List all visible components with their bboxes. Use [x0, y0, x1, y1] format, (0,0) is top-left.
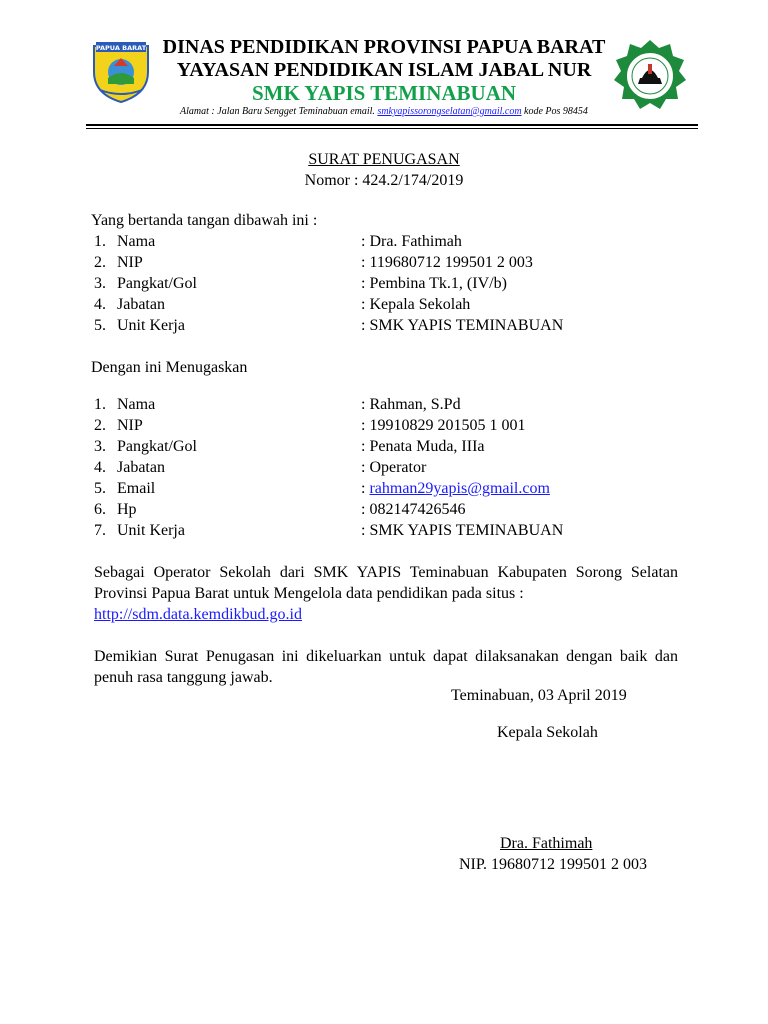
assign-intro: Dengan ini Menugaskan [91, 359, 248, 376]
assignment-text: Sebagai Operator Sekolah dari SMK YAPIS Teminabuan Kabupaten Sorong Selatan Provinsi Papua Barat untuk Mengelola data pendidikan pada situs : [94, 564, 678, 602]
row-number: 5. [94, 480, 106, 497]
closing-paragraph: Demikian Surat Penugasan ini dikeluarkan untuk dapat dilaksanakan dengan baik dan penuh rasa tanggung jawab. [94, 648, 678, 686]
field-value: : SMK YAPIS TEMINABUAN [361, 317, 564, 334]
field-label: Email [117, 480, 156, 497]
signer-intro: Yang bertanda tangan dibawah ini : [91, 212, 318, 229]
field-label: Hp [117, 501, 137, 518]
field-value: : Penata Muda, IIIa [361, 438, 485, 455]
field-value: : 119680712 199501 2 003 [361, 254, 533, 271]
letterhead-agency: DINAS PENDIDIKAN PROVINSI PAPUA BARAT [162, 36, 606, 58]
field-value [361, 480, 550, 498]
assignment-paragraph [94, 562, 678, 625]
field-value: : Kepala Sekolah [361, 296, 471, 313]
row-number: 4. [94, 296, 106, 313]
signature-nip: NIP. 19680712 199501 2 003 [459, 856, 648, 873]
address-text: Alamat : Jalan Baru Sengget Teminabuan email. [180, 106, 375, 117]
signature-name: Dra. Fathimah [500, 835, 593, 852]
row-number: 4. [94, 459, 106, 476]
field-value: : Rahman, S.Pd [361, 396, 461, 413]
letterhead-rule [86, 124, 698, 126]
letter-number: Nomor : 424.2/174/2019 [304, 172, 464, 189]
row-number: 7. [94, 522, 106, 539]
field-label: Unit Kerja [117, 317, 185, 334]
row-number: 6. [94, 501, 106, 518]
address-postal: kode Pos 98454 [524, 106, 588, 117]
row-number: 1. [94, 233, 106, 250]
field-label: Nama [117, 233, 156, 250]
field-value: : 19910829 201505 1 001 [361, 417, 526, 434]
letterhead-rule-thin [86, 128, 698, 129]
field-label: Pangkat/Gol [117, 438, 197, 455]
colon: : [361, 480, 370, 497]
field-value: : Operator [361, 459, 427, 476]
field-label: Jabatan [117, 296, 165, 313]
email-link[interactable]: rahman29yapis@gmail.com [369, 480, 550, 497]
letterhead-address [0, 106, 768, 117]
row-number: 2. [94, 417, 106, 434]
row-number: 2. [94, 254, 106, 271]
field-label: Pangkat/Gol [117, 275, 197, 292]
letter-title-text: SURAT PENUGASAN [308, 151, 460, 168]
row-number: 3. [94, 438, 106, 455]
field-label: Nama [117, 396, 156, 413]
row-number: 5. [94, 317, 106, 334]
letterhead-foundation: YAYASAN PENDIDIKAN ISLAM JABAL NUR [176, 59, 592, 81]
letter-title [0, 151, 768, 169]
row-number: 3. [94, 275, 106, 292]
address-email-link[interactable]: smkyapissorongselatan@gmail.com [377, 106, 522, 117]
field-value: : 082147426546 [361, 501, 466, 518]
letterhead-school-name: SMK YAPIS TEMINABUAN [251, 81, 517, 105]
field-value: : Dra. Fathimah [361, 233, 462, 250]
field-value: : SMK YAPIS TEMINABUAN [361, 522, 564, 539]
logo-left-text: PAPUA BARAT [95, 44, 147, 52]
field-label: NIP [117, 254, 143, 271]
field-value: : Pembina Tk.1, (IV/b) [361, 275, 507, 292]
website-link[interactable]: http://sdm.data.kemdikbud.go.id [94, 606, 302, 623]
field-label: Unit Kerja [117, 522, 185, 539]
field-label: NIP [117, 417, 143, 434]
place-date: Teminabuan, 03 April 2019 [451, 687, 627, 704]
row-number: 1. [94, 396, 106, 413]
field-label: Jabatan [117, 459, 165, 476]
signer-position: Kepala Sekolah [497, 724, 598, 741]
